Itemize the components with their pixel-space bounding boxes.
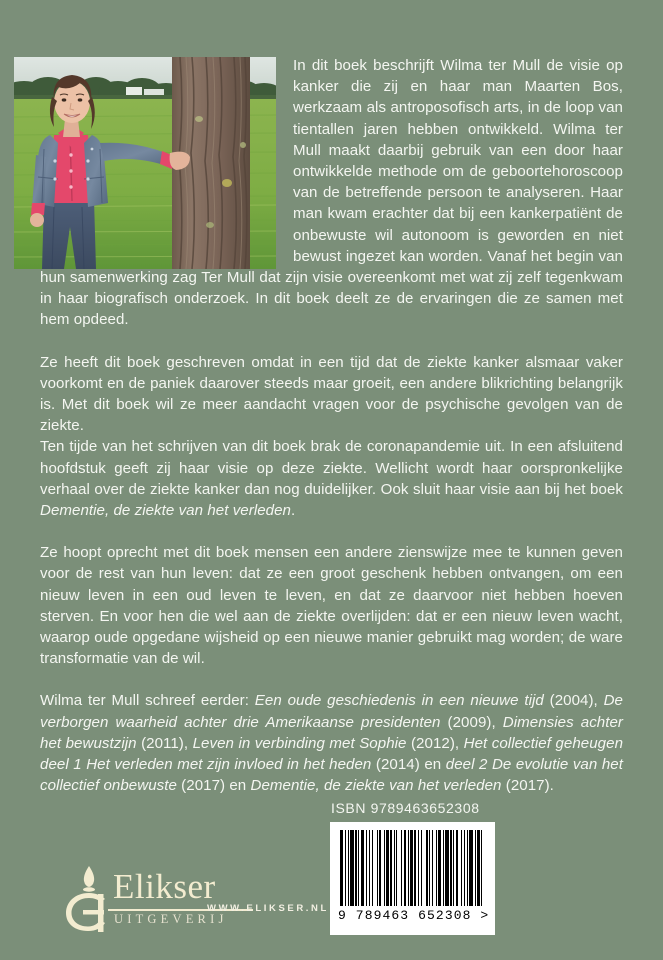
bibliography-year-6: (2017) en [176,777,251,795]
blurb-paragraph-2a: Ze heeft dit boek geschreven omdat in een tijd dat de ziekte kanker alsmaar vaker voorkomt en de paniek daarover steeds maar groeit, een andere blikrichting belangrijk is. Met dit boek wil ze meer aandacht vragen voor de psychische gevolgen van de ziekte. [40,353,623,435]
blurb-paragraph-3: Ze hoopt oprecht met dit boek mensen een andere zienswijze mee te kunnen geven voor de rest van hun leven: dat ze een groot geschenk hebben ontvangen, om een nieuw leven in een oud leven te leven, en dat ze daarvoor niet hebben hoeven sterven. En voor hen die wel aan de ziekte overlijden: dat er een nieuw leven wacht, waarop oude opgedane wijsheid op een nieuwe manier gebruikt mag worden; de ware transformatie van de wil. [40,544,623,668]
bibliography-title-5: Het collectief geheugen deel 1 Het verleden met zijn invloed in het heden [40,734,624,774]
barcode-digits: 9 789463 652308 > [338,908,490,923]
blurb-paragraph-1: In dit boek beschrijft Wilma ter Mull de visie op kanker die zij en haar man Maarten Bos, werkzaam als antroposofisch arts, in de loop van tientallen jaren hebben ontwikkeld. Wilma ter Mull maakt daarbij gebruik van een door haar ontwikkelde methode om de geboortehoroscoop van de betreffende persoon te analyseren. Haar man kwam erachter dat bij een kankerpatiënt de onbewuste wil autonoom is geworden en niet bewust ingezet kan worden. Vanaf het begin van hun samenwerking zag Ter Mull dat zijn visie overeenkomt met wat zij zelf tegenkwam in haar biografisch onderzoek. In dit boek deelt ze de ervaringen die ze samen met hem opdeed. [40,57,623,329]
bibliography-intro: Wilma ter Mull schreef eerder: [40,692,255,710]
bibliography-year-4: (2012), [406,734,464,752]
publisher-name: Elikser [113,867,216,906]
back-cover-blurb [40,55,623,797]
blurb-paragraph-2b [40,436,623,521]
bibliography-year-3: (2011), [136,734,193,752]
barcode-bars [340,830,486,906]
blurb-p2b-book-title: Dementie, de ziekte van het verleden [40,502,291,520]
bibliography-year-2: (2009), [440,713,503,731]
publisher-website[interactable]: WWW.ELIKSER.NL [207,903,329,914]
blurb-p2b-text-before: Ten tijde van het schrijven van dit boek brak de coronapandemie uit. In een afsluitend hoofdstuk geeft zij haar visie op deze ziekte. Wellicht wordt haar oorspronkelijke verhaal over de ziekte kanker dan nog duidelijker. Ook sluit haar visie aan bij het boek [40,438,623,498]
bibliography-title-6: deel 2 De evolutie van het collectief onbewuste [40,756,623,795]
bibliography-year-5: (2014) en [371,756,446,774]
bibliography-year-1: (2004), [543,692,604,710]
bibliography-title-4: Leven in verbinding met Sophie [192,734,407,752]
bibliography-year-7: (2017). [501,777,554,795]
publisher-logo[interactable] [58,862,298,934]
barcode-bar [482,830,485,906]
bibliography-title-3: Dimensies achter het bewustzijn [40,713,623,752]
bibliography-title-7: Dementie, de ziekte van het verleden [250,777,502,795]
elikser-e-monogram-icon [58,864,120,932]
publisher-subtitle: UITGEVERIJ [114,912,228,926]
isbn-barcode [330,822,495,935]
elikser-monogram-svg [58,864,120,932]
photo-text-wrap-spacer [40,55,293,267]
bibliography-title-2: De verborgen waarheid achter drie Amerikaanse presidenten [40,692,623,731]
bibliography-paragraph [40,690,623,796]
isbn-label: ISBN 9789463652308 [331,800,480,816]
blurb-p2b-text-after: . [291,502,296,520]
bibliography-title-1: Een oude geschiedenis in een nieuwe tijd [254,692,544,710]
